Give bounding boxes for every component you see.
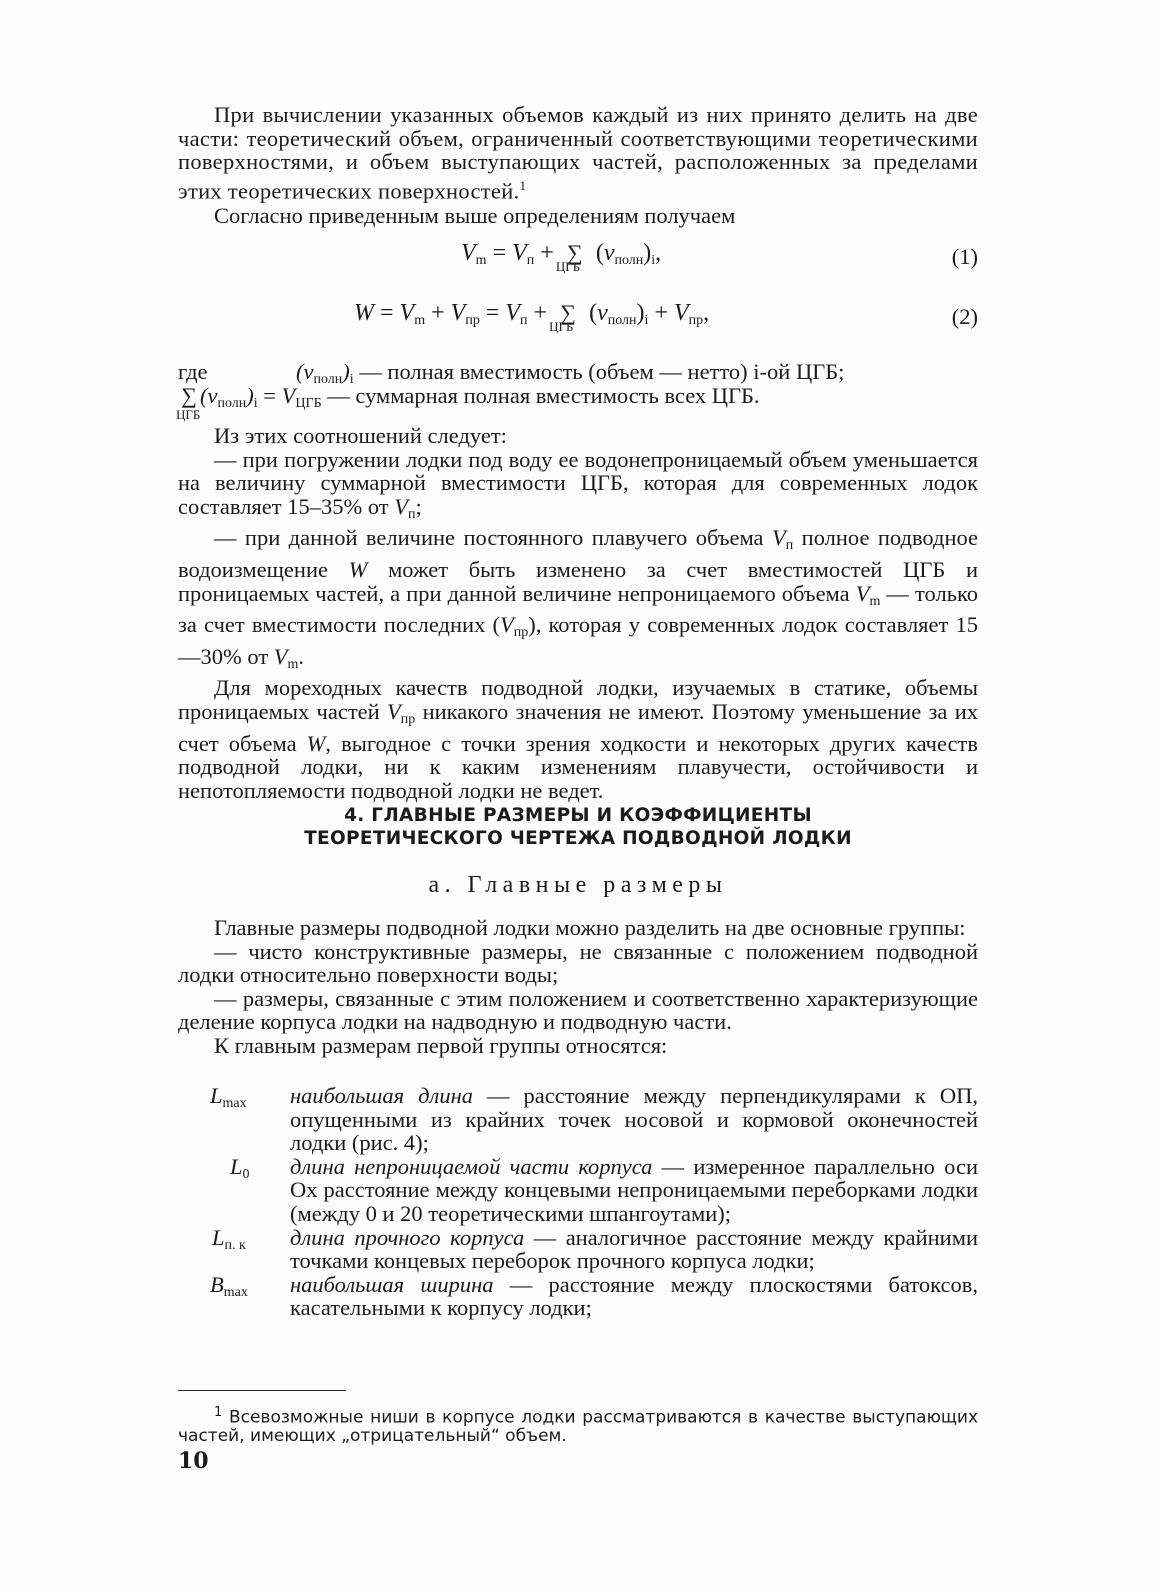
- definition-item: Lmax наибольшая длина — расстояние между перпендикулярами к ОП, опущенными из крайних точек носовой и кормовой оконечностей лодки (рис. 4);: [210, 1083, 978, 1156]
- sum-symbol: ∑: [560, 300, 576, 325]
- section-heading-line-2: ТЕОРЕТИЧЕСКОГО ЧЕРТЕЖА ПОДВОДНОЙ ЛОДКИ: [304, 828, 852, 849]
- first-group-intro: К главным размерам первой группы относятся:: [214, 1032, 668, 1058]
- intro-paragraph: При вычислении указанных объемов каждый из них принято делить на две части: теоретический объем, ограниченный соответствующими теоретическими поверхностями, и объем выступающих частей, расположенных за пределами этих теоретических поверхностей.$^1$: [178, 102, 978, 204]
- definition-item: L0 длина непроницаемой части корпуса — измеренное параллельно оси Ox расстояние между концевыми непроницаемыми переборками лодки (между 0 и 20 теоретическими шпангоутами);: [230, 1153, 978, 1226]
- equations-lead-in: Согласно приведенным выше определениям получаем: [214, 202, 736, 228]
- equation-1: Vm = Vп + ∑ ЦГБ (vполн)i, (1): [461, 240, 978, 274]
- definition-text: — измеренное параллельно оси Ox расстояние между концевыми непроницаемыми переборками лодки (между 0 и 20 теоретическими шпангоутами);: [290, 1153, 978, 1226]
- main-dimensions-intro: Главные размеры подводной лодки можно разделить на две основные группы:: [214, 915, 966, 940]
- definition-term: наибольшая ширина: [290, 1271, 494, 1297]
- where-label: где: [178, 359, 208, 384]
- equation-number: (1): [951, 244, 978, 269]
- main-dimensions-block: [178, 916, 978, 1058]
- definition-text: — аналогичное расстояние между крайними точками концевых переборок прочного корпуса лодки;: [290, 1224, 978, 1274]
- section-heading-line-1: 4. ГЛАВНЫЕ РАЗМЕРЫ И КОЭФФИЦИЕНТЫ: [344, 805, 812, 826]
- definitions-list: [178, 1084, 978, 1320]
- where-line-2: — суммарная полная вместимость всех ЦГБ.: [327, 383, 760, 408]
- footnote-marker: 1: [519, 177, 527, 193]
- conclusions-intro: Из этих соотношений следует:: [214, 423, 507, 448]
- footnote-text: Всевозможные ниши в корпусе лодки рассматриваются в качестве выступающих частей, имеющих „отрицательный“ объем.: [178, 1407, 978, 1447]
- definition-item: Bmax наибольшая ширина — расстояние между плоскостями батоксов, касательными к корпусу лодки;: [210, 1271, 979, 1321]
- sum-symbol: ∑: [566, 240, 583, 265]
- definition-term: длина непроницаемой части корпуса: [290, 1153, 653, 1179]
- conclusion-item-1: — при погружении лодки под воду ее водонепроницаемый объем уменьшается на величину суммарной вместимости ЦГБ, которая для современных лодок составляет 15–35% от Vп;: [178, 446, 978, 522]
- footnote-mark: 1: [214, 1405, 223, 1420]
- definition-term: длина прочного корпуса: [290, 1224, 525, 1250]
- sum-subscript: ЦГБ: [555, 259, 581, 274]
- page-number: 10: [178, 1448, 209, 1474]
- where-block: где (vполн)i — полная вместимость (объем — нетто) i-ой ЦГБ; ∑ ЦГБ (vполн)i = VЦГБ — суммарная полная вместимость всех ЦГБ.: [178, 360, 978, 414]
- definition-text: — расстояние между плоскостями батоксов, касательными к корпусу лодки;: [290, 1271, 979, 1321]
- dimension-group-1: — чисто конструктивные размеры, не связанные с положением подводной лодки относительно поверхности воды;: [178, 938, 978, 988]
- definition-text: — расстояние между перпендикулярами к ОП, опущенными из крайних точек носовой и кормовой оконечностей лодки (рис. 4);: [290, 1083, 978, 1156]
- sum-subscript: ЦГБ: [549, 319, 574, 334]
- dimension-group-2: — размеры, связанные с этим положением и соответственно характеризующие деление корпуса лодки на надводную и подводную части.: [178, 985, 978, 1035]
- where-line-1: — полная вместимость (объем — нетто) i-ой ЦГБ;: [359, 359, 845, 384]
- conclusion-item-2: — при данной величине постоянного плавучего объема Vп полное подводное водоизмещение W может быть изменено за счет вместимостей ЦГБ и проницаемых частей, а при данной величине непроницаемого объема Vm — только за счет вместимости последних (Vпр), которая у современных лодок составляет 15—30% от Vm.: [178, 525, 979, 672]
- section-heading: [178, 804, 978, 850]
- definition-item: Lп. к длина прочного корпуса — аналогичное расстояние между крайними точками концевых переборок прочного корпуса лодки;: [212, 1224, 978, 1274]
- equation-number: (2): [951, 304, 978, 329]
- conclusions-block: [178, 424, 978, 802]
- seaworthiness-paragraph: Для мореходных качеств подводной лодки, изучаемых в статике, объемы проницаемых частей Vпр никакого значения не имеют. Поэтому уменьшение за их счет объема W, выгодное с точки зрения ходкости и некоторых других качеств подводной лодки, ни к каким изменениям плавучести, остойчивости и непотопляемости подводной лодки не ведет.: [178, 675, 978, 803]
- equation-2: W = Vm + Vпр = Vп + ∑ ЦГБ (vполн)i + Vпр, (2): [354, 300, 978, 334]
- footnote-rule: [178, 1390, 346, 1391]
- sum-symbol: ∑: [181, 383, 197, 408]
- subsection-heading: а. Главные размеры: [428, 872, 728, 898]
- sum-subscript: ЦГБ: [176, 407, 201, 422]
- definition-term: наибольшая длина: [290, 1083, 473, 1108]
- intro-paragraph-block: [178, 103, 978, 227]
- footnote: [178, 1404, 978, 1446]
